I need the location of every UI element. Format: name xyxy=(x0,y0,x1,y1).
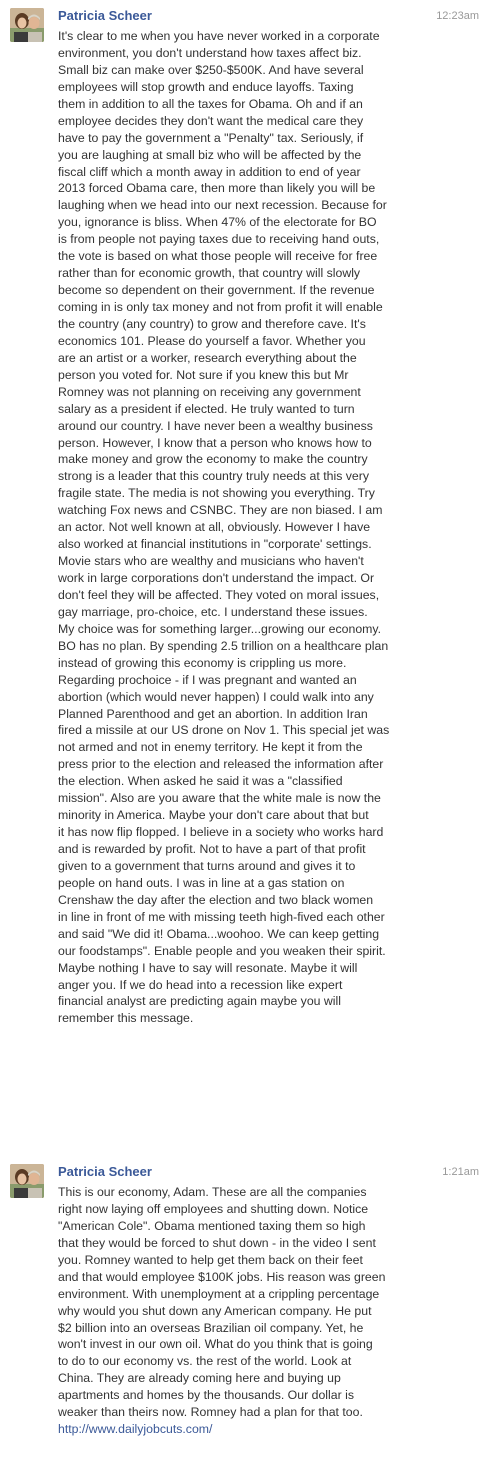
message-line: and said "We did it! Obama...woohoo. We can keep getting xyxy=(58,926,380,941)
message-line: Regarding prochoice - if I was pregnant and wanted an xyxy=(58,672,357,687)
message-body xyxy=(58,1184,468,1438)
sender-name[interactable]: Patricia Scheer xyxy=(58,1164,152,1179)
avatar[interactable] xyxy=(10,8,44,42)
message-line: an actor. Not well known at all, obviously. However I have xyxy=(58,520,371,535)
message-line: and that would employee $100K jobs. His reason was green xyxy=(58,1269,386,1284)
message-line: our foodstamps". Enable people and you weaken their spirit. xyxy=(58,943,386,958)
message-line: that they would be forced to shut down - in the video I sent xyxy=(58,1235,376,1250)
message-line: This is our economy, Adam. These are all the companies xyxy=(58,1185,367,1199)
message-line: strong is a leader that this country truly needs at this very xyxy=(58,469,369,484)
message-line: person you voted for. Not sure if you knew this but Mr xyxy=(58,367,349,382)
message-line: make money and grow the economy to make the country xyxy=(58,452,368,467)
message-line: don't feel they will be affected. They voted on moral issues, xyxy=(58,587,380,602)
message-line: person. However, I know that a person who knows how to xyxy=(58,435,372,450)
message-link[interactable]: http://www.dailyjobcuts.com/ xyxy=(58,1422,213,1437)
message-line: abortion (which would never happen) I could walk into any xyxy=(58,689,374,704)
message-line: to do to our economy vs. the rest of the world. Look at xyxy=(58,1354,352,1369)
message-line: coming in is only tax money and not from profit it will enable xyxy=(58,300,383,314)
message-line: gay marriage, pro-choice, etc. I understand these issues. xyxy=(58,604,368,619)
message-line: given to a government that turns around and gives it to xyxy=(58,858,356,873)
message-line: Crenshaw the day after the election and two black women xyxy=(58,892,374,907)
message-line: become so dependent on their government. If the revenue xyxy=(58,283,375,298)
message-line: Small biz can make over $250-$500K. And have several xyxy=(58,62,364,77)
message-line: laughing when we head into our next recession. Because for xyxy=(58,198,387,213)
message-line: it has now flip flopped. I believe in a society who works hard xyxy=(58,825,384,840)
message-line: Planned Parenthood and get an abortion. In addition Iran xyxy=(58,706,368,721)
message-line: why would you shut down any American company. He put xyxy=(58,1303,372,1318)
message-line: employee decides they don't want the medical care they xyxy=(58,113,364,128)
message-line: China. They are already coming here and buying up xyxy=(58,1371,341,1386)
message-line: right now laying off employees and shutting down. Notice xyxy=(58,1201,369,1216)
message-line: $2 billion into an overseas Brazilian oil company. Yet, he xyxy=(58,1320,364,1335)
message-line: Romney was not planning on receiving any government xyxy=(58,384,361,399)
message-line: apartments and homes by the thousands. Our dollar is xyxy=(58,1388,354,1403)
message-line: anger you. If we do head into a recession like expert xyxy=(58,977,343,992)
message-line: environment. With unemployment at a crippling percentage xyxy=(58,1286,380,1301)
message-line: minority in America. Maybe your don't care about that but xyxy=(58,808,369,823)
message-line: Movie stars who are wealthy and musicians who haven't xyxy=(58,554,364,569)
message-line: you are laughing at small biz who will be affected by the xyxy=(58,147,362,162)
message-line: "American Cole". Obama mentioned taxing them so high xyxy=(58,1218,366,1233)
message-line: environment, you don't understand how taxes affect biz. xyxy=(58,45,362,60)
message-timestamp: 1:21am xyxy=(442,1166,479,1178)
message-line: watching Fox news and CSNBC. They are non biased. I am xyxy=(58,503,383,518)
message-line: economics 101. Please do yourself a favor. Whether you xyxy=(58,333,366,348)
message-line: also worked at financial institutions in "corporate' settings. xyxy=(58,537,372,552)
message-line: remember this message. xyxy=(58,1011,194,1026)
message-line: rather than for economic growth, that country will slowly xyxy=(58,266,361,281)
message-line: have to pay the government a "Penalty" tax. Seriously, if xyxy=(58,130,364,145)
message-line: people on hand outs. I was in line at a gas station on xyxy=(58,875,345,890)
message-timestamp: 12:23am xyxy=(436,10,479,22)
message-line: work in large corporations don't understand the impact. Or xyxy=(58,571,375,585)
message-line: mission". Also are you aware that the white male is now the xyxy=(58,791,381,806)
message-line: fiscal cliff which a month away in addition to end of year xyxy=(58,164,361,179)
sender-name[interactable]: Patricia Scheer xyxy=(58,8,152,23)
message-line: weaker than theirs now. Romney had a plan for that too. xyxy=(58,1405,363,1420)
message-body xyxy=(58,28,468,1027)
message-line: It's clear to me when you have never worked in a corporate xyxy=(58,29,380,43)
message-line: the election. When asked he said it was a "classified xyxy=(58,774,343,789)
message-line: around our country. I have never been a wealthy business xyxy=(58,418,373,433)
message-2 xyxy=(0,1155,485,1475)
message-line: not armed and not in enemy territory. He kept it from the xyxy=(58,740,363,755)
message-line: fired a missile at our US drone on Nov 1. This special jet was xyxy=(58,723,390,738)
profile-photo-icon xyxy=(10,8,44,42)
message-line: you, ignorance is bliss. When 47% of the electorate for BO xyxy=(58,215,377,230)
message-line: Maybe nothing I have to say will resonate. Maybe it will xyxy=(58,960,358,975)
profile-photo-icon xyxy=(10,1164,44,1198)
message-line: are an artist or a worker, research everything about the xyxy=(58,350,357,365)
message-line: salary as a president if elected. He truly wanted to turn xyxy=(58,401,355,416)
message-line: financial analyst are predicting again maybe you will xyxy=(58,994,341,1009)
message-line: instead of growing this economy is crippling us more. xyxy=(58,655,347,670)
message-line: employees will stop growth and enduce layoffs. Taxing xyxy=(58,79,354,94)
message-line: and is rewarded by profit. Not to have a part of that profit xyxy=(58,842,366,856)
message-line: fragile state. The media is not showing you everything. Try xyxy=(58,486,375,501)
avatar[interactable] xyxy=(10,1164,44,1198)
message-line: in line in front of me with missing teeth high-fived each other xyxy=(58,909,385,924)
message-line: My choice was for something larger...growing our economy. xyxy=(58,621,382,636)
message-line: won't invest in our own oil. What do you think that is going xyxy=(58,1337,373,1352)
message-line: 2013 forced Obama care, then more than likely you will be xyxy=(58,181,376,196)
message-line: you. Romney wanted to help get them back on their feet xyxy=(58,1252,363,1267)
message-line: is from people not paying taxes due to receiving hand outs, xyxy=(58,232,380,247)
message-line: press prior to the election and released the information after xyxy=(58,757,384,772)
message-line: the vote is based on what those people will receive for free xyxy=(58,249,378,264)
message-line: BO has no plan. By spending 2.5 trillion on a healthcare plan xyxy=(58,638,389,653)
message-line: them in addition to all the taxes for Obama. Oh and if an xyxy=(58,96,363,111)
message-line: the country (any country) to grow and therefore cave. It's xyxy=(58,316,366,331)
